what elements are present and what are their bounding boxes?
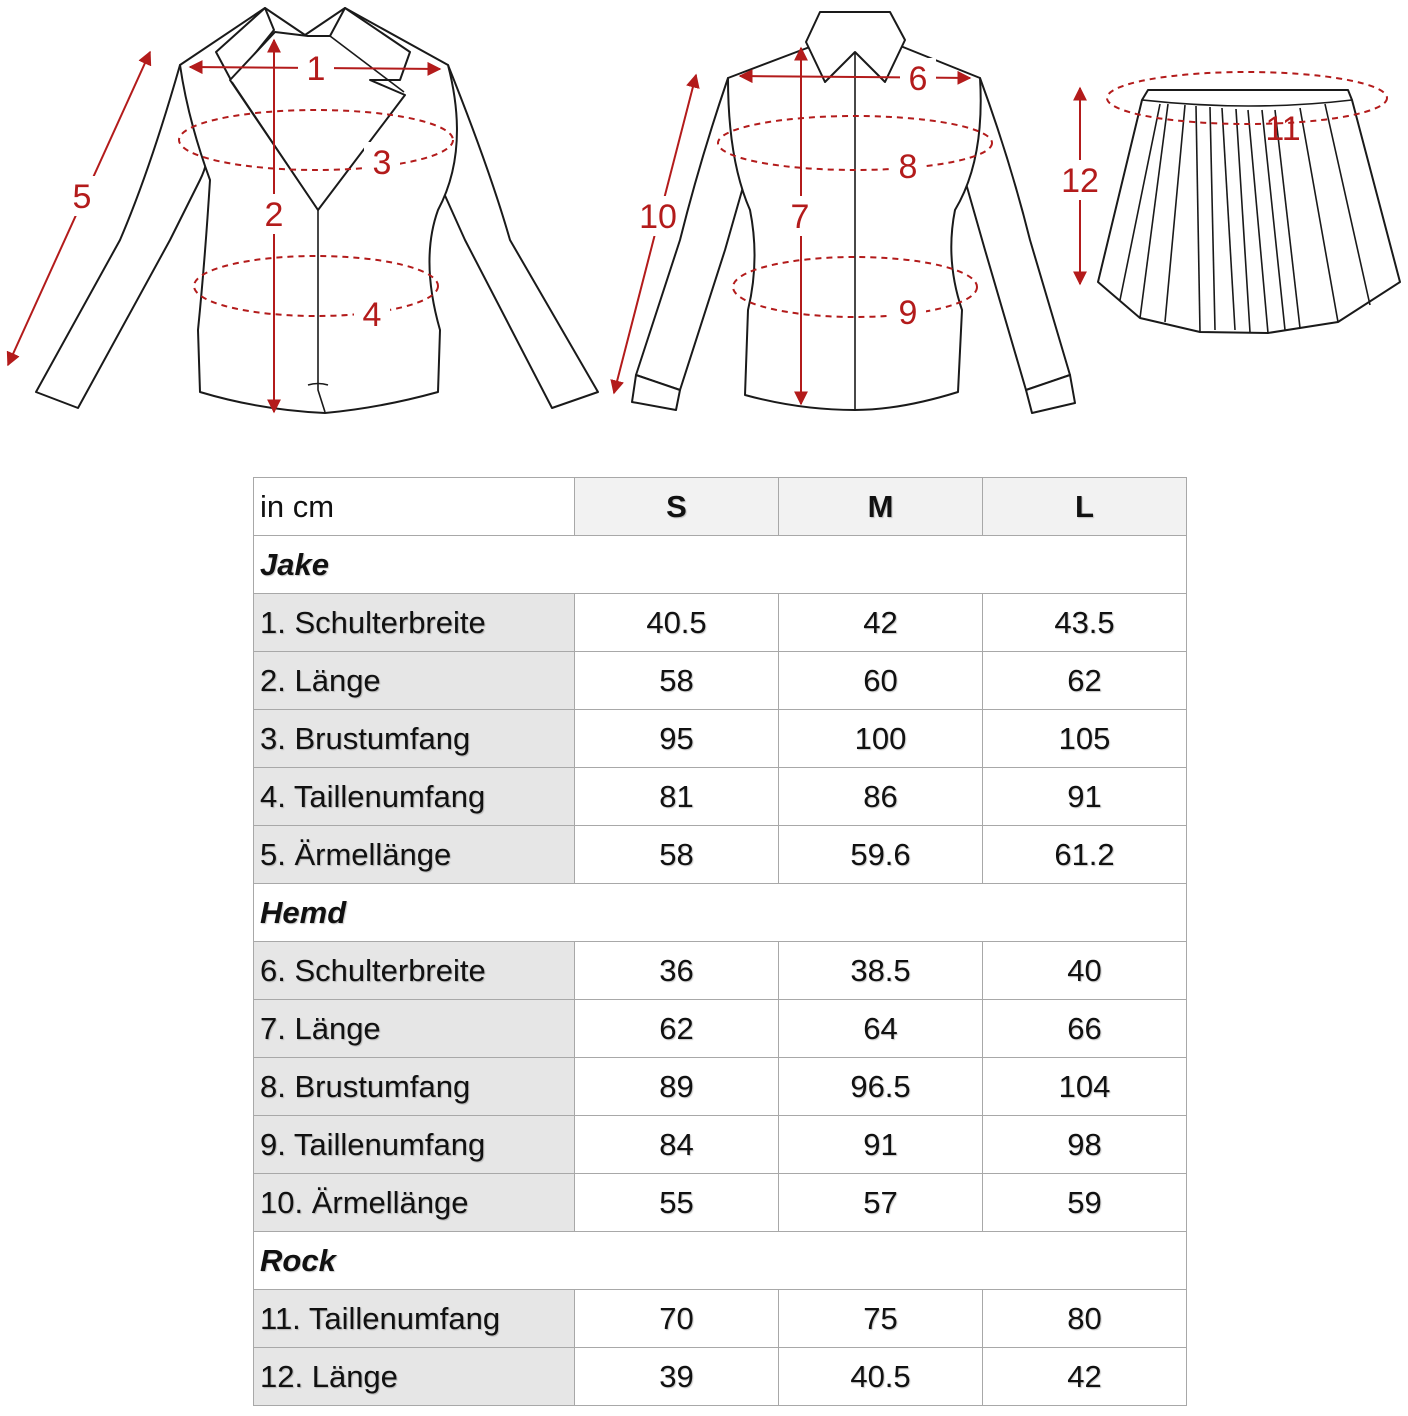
table-row xyxy=(254,710,1187,768)
skirt-drawing xyxy=(1080,72,1400,333)
table-row xyxy=(254,1290,1187,1348)
value-cell: 98 xyxy=(983,1116,1187,1174)
value-cell: 100 xyxy=(779,710,983,768)
value-cell: 39 xyxy=(575,1348,779,1406)
value-cell: 42 xyxy=(983,1348,1187,1406)
table-row xyxy=(254,1000,1187,1058)
value-cell: 89 xyxy=(575,1058,779,1116)
value-cell: 58 xyxy=(575,826,779,884)
value-cell: 59.6 xyxy=(779,826,983,884)
svg-text:4: 4 xyxy=(362,296,382,334)
marker-7 xyxy=(782,196,818,236)
marker-4 xyxy=(354,294,390,334)
row-label: 2. Länge xyxy=(254,652,575,710)
table-row xyxy=(254,1058,1187,1116)
value-cell: 86 xyxy=(779,768,983,826)
value-cell: 91 xyxy=(983,768,1187,826)
svg-text:12: 12 xyxy=(1061,162,1099,200)
marker-6 xyxy=(900,58,936,98)
value-cell: 75 xyxy=(779,1290,983,1348)
value-cell: 40 xyxy=(983,942,1187,1000)
row-label: 4. Taillenumfang xyxy=(254,768,575,826)
value-cell: 43.5 xyxy=(983,594,1187,652)
table-row xyxy=(254,652,1187,710)
garment-diagram xyxy=(0,0,1408,440)
value-cell: 95 xyxy=(575,710,779,768)
marker-2 xyxy=(256,194,292,234)
value-cell: 66 xyxy=(983,1000,1187,1058)
value-cell: 58 xyxy=(575,652,779,710)
row-label: 9. Taillenumfang xyxy=(254,1116,575,1174)
section-row-rock xyxy=(254,1232,1187,1290)
value-cell: 40.5 xyxy=(575,594,779,652)
value-cell: 62 xyxy=(575,1000,779,1058)
value-cell: 57 xyxy=(779,1174,983,1232)
section-row-hemd xyxy=(254,884,1187,942)
svg-text:8: 8 xyxy=(898,148,918,186)
table-row xyxy=(254,594,1187,652)
value-cell: 62 xyxy=(983,652,1187,710)
row-label: 11. Taillenumfang xyxy=(254,1290,575,1348)
row-label: 5. Ärmellänge xyxy=(254,826,575,884)
value-cell: 42 xyxy=(779,594,983,652)
svg-text:5: 5 xyxy=(72,178,92,216)
size-header-s: S xyxy=(575,478,779,536)
svg-text:9: 9 xyxy=(898,294,918,332)
value-cell: 70 xyxy=(575,1290,779,1348)
value-cell: 80 xyxy=(983,1290,1187,1348)
shirt-drawing xyxy=(614,12,1075,413)
svg-text:3: 3 xyxy=(372,144,392,182)
row-label: 10. Ärmellänge xyxy=(254,1174,575,1232)
value-cell: 38.5 xyxy=(779,942,983,1000)
value-cell: 36 xyxy=(575,942,779,1000)
value-cell: 40.5 xyxy=(779,1348,983,1406)
table-row xyxy=(254,1174,1187,1232)
size-table xyxy=(253,477,1187,1406)
section-title: Hemd xyxy=(254,884,1187,942)
row-label: 6. Schulterbreite xyxy=(254,942,575,1000)
table-row xyxy=(254,1348,1187,1406)
marker-8 xyxy=(890,146,926,186)
table-row xyxy=(254,826,1187,884)
value-cell: 84 xyxy=(575,1116,779,1174)
value-cell: 59 xyxy=(983,1174,1187,1232)
svg-text:11: 11 xyxy=(1265,110,1301,148)
row-label: 1. Schulterbreite xyxy=(254,594,575,652)
row-label: 12. Länge xyxy=(254,1348,575,1406)
section-title: Rock xyxy=(254,1232,1187,1290)
table-header-row xyxy=(254,478,1187,536)
table-row xyxy=(254,942,1187,1000)
marker-12 xyxy=(1058,160,1102,200)
marker-5 xyxy=(64,176,100,216)
value-cell: 104 xyxy=(983,1058,1187,1116)
svg-text:1: 1 xyxy=(306,50,326,88)
row-label: 3. Brustumfang xyxy=(254,710,575,768)
table-row xyxy=(254,768,1187,826)
svg-text:2: 2 xyxy=(264,196,284,234)
marker-1 xyxy=(298,48,334,88)
size-header-l: L xyxy=(983,478,1187,536)
value-cell: 96.5 xyxy=(779,1058,983,1116)
value-cell: 81 xyxy=(575,768,779,826)
marker-10 xyxy=(637,196,679,236)
value-cell: 61.2 xyxy=(983,826,1187,884)
unit-label: in cm xyxy=(254,478,575,536)
row-label: 7. Länge xyxy=(254,1000,575,1058)
value-cell: 60 xyxy=(779,652,983,710)
marker-3 xyxy=(364,142,400,182)
value-cell: 91 xyxy=(779,1116,983,1174)
section-row-jake xyxy=(254,536,1187,594)
section-title: Jake xyxy=(254,536,1187,594)
size-header-m: M xyxy=(779,478,983,536)
row-label: 8. Brustumfang xyxy=(254,1058,575,1116)
marker-9 xyxy=(890,292,926,332)
garment-illustrations xyxy=(0,0,1408,440)
value-cell: 64 xyxy=(779,1000,983,1058)
value-cell: 105 xyxy=(983,710,1187,768)
table-row xyxy=(254,1116,1187,1174)
marker-11 xyxy=(1265,110,1300,148)
svg-text:10: 10 xyxy=(639,198,677,236)
svg-text:7: 7 xyxy=(790,198,810,236)
value-cell: 55 xyxy=(575,1174,779,1232)
svg-text:6: 6 xyxy=(908,60,928,98)
